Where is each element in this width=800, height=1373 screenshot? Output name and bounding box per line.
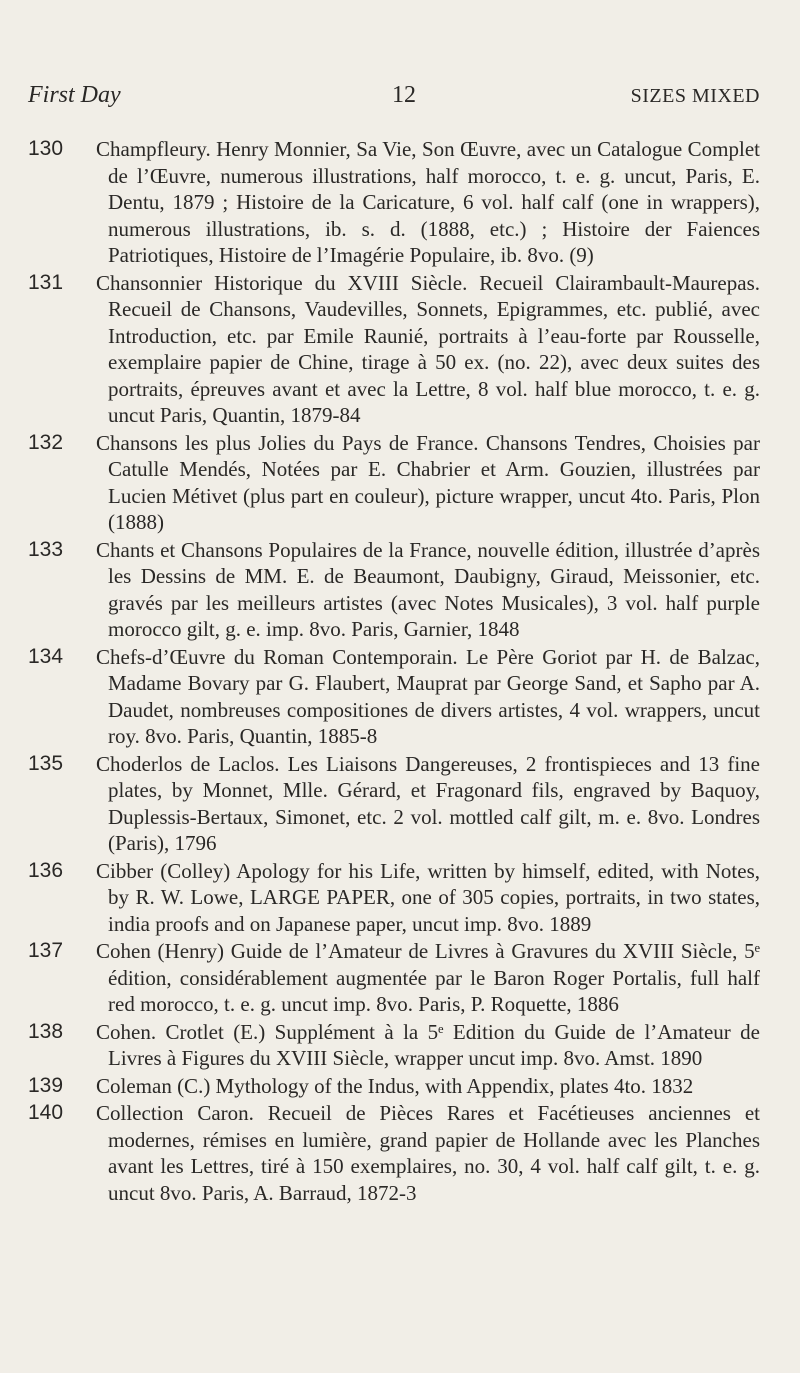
lot-entry bbox=[0, 1019, 800, 1072]
header-category: SIZES MIXED bbox=[630, 85, 760, 107]
lot-entry bbox=[0, 270, 800, 429]
lot-entry bbox=[0, 858, 800, 938]
lot-entry bbox=[0, 1100, 800, 1206]
lot-entry bbox=[0, 938, 800, 1018]
lot-description: Choderlos de Laclos. Les Liaisons Dangereuses, 2 frontispieces and 13 fine plates, by Monnet, Mlle. Gérard, et Fragonard fils, engraved by Baquoy, Duplessis-Bertaux, Simonet, etc. 2 vol. mottled calf gilt, m. e. 8vo. Londres (Paris), 1796 bbox=[96, 751, 760, 855]
lot-number: 134 bbox=[28, 644, 64, 668]
lot-entry bbox=[0, 644, 800, 750]
lot-description: Chansons les plus Jolies du Pays de France. Chansons Tendres, Choisies par Catulle Mendés, Notées par E. Chabrier et Arm. Gouzien, illustrées par Lucien Métivet (plus part en couleur), picture wrapper, uncut 4to. Paris, Plon (1888) bbox=[96, 430, 760, 534]
lot-entry bbox=[0, 537, 800, 643]
lot-description: Chefs-d’Œuvre du Roman Contemporain. Le Père Goriot par H. de Balzac, Madame Bovary par G. Flaubert, Mauprat par George Sand, et Sapho par A. Daudet, nombreuses compositiones de divers artistes, 4 vol. wrappers, uncut roy. 8vo. Paris, Quantin, 1885-8 bbox=[96, 644, 760, 748]
header-section-title: First Day bbox=[28, 82, 121, 108]
lot-number: 137 bbox=[28, 939, 64, 962]
lot-description: Collection Caron. Recueil de Pièces Rares et Facétieuses anciennes et modernes, rémises en lumière, grand papier de Hollande avec les Planches avant les Lettres, tiré à 150 exemplaires, no. 30, 4 vol. half calf gilt, t. e. g. uncut 8vo. Paris, A. Barraud, 1872-3 bbox=[96, 1101, 760, 1205]
lot-entry bbox=[0, 430, 800, 536]
lot-number: 132 bbox=[28, 430, 64, 454]
lot-number: 130 bbox=[28, 137, 64, 160]
lot-entry bbox=[0, 136, 800, 269]
lot-number: 133 bbox=[28, 537, 64, 561]
lot-description: Chants et Chansons Populaires de la France, nouvelle édition, illustrée d’après les Dessins de MM. E. de Beaumont, Daubigny, Giraud, Meissonier, etc. gravés par les meilleurs artistes (avec Notes Musicales), 3 vol. half purple morocco gilt, g. e. imp. 8vo. Paris, Garnier, 1848 bbox=[96, 537, 760, 641]
lot-number: 140 bbox=[28, 1101, 64, 1124]
lot-description: Coleman (C.) Mythology of the Indus, with Appendix, plates 4to. 1832 bbox=[96, 1073, 694, 1098]
lot-description: Cohen. Crotlet (E.) Supplément à la 5ᵉ Edition du Guide de l’Amateur de Livres à Figures du XVIII Siècle, wrapper uncut imp. 8vo. Amst. 1890 bbox=[96, 1019, 760, 1070]
lot-number: 135 bbox=[28, 751, 64, 775]
lot-number: 131 bbox=[28, 270, 64, 294]
lot-number: 138 bbox=[28, 1019, 64, 1043]
lot-entry bbox=[0, 751, 800, 857]
page-number: 12 bbox=[392, 82, 416, 108]
lot-description: Chansonnier Historique du XVIII Siècle. Recueil Clairambault-Maurepas. Recueil de Chansons, Vaudevilles, Sonnets, Epigrammes, etc. publié, avec Introduction, etc. par Emile Raunié, portraits à l’eau-forte par Rousselle, exemplaire papier de Chine, tirage à 50 ex. (no. 22), avec deux suites des portraits, épreuves avant et avec la Lettre, 8 vol. half blue morocco, t. e. g. uncut Paris, Quantin, 1879-84 bbox=[96, 270, 760, 427]
lot-description: Cohen (Henry) Guide de l’Amateur de Livres à Gravures du XVIII Siècle, 5ᵉ édition, considérablement augmentée par le Baron Roger Portalis, full half red morocco, t. e. g. uncut imp. 8vo. Paris, P. Roquette, 1886 bbox=[96, 939, 760, 1016]
lot-list bbox=[0, 136, 800, 1207]
lot-description: Champfleury. Henry Monnier, Sa Vie, Son Œuvre, avec un Catalogue Complet de l’Œuvre, numerous illustrations, half morocco, t. e. g. uncut, Paris, E. Dentu, 1879 ; Histoire de la Caricature, 6 vol. half calf (one in wrappers), numerous illustrations, ib. s. d. (1888, etc.) ; Histoire der Faiences Patriotiques, Histoire de l’Imagérie Populaire, ib. 8vo. (9) bbox=[96, 137, 760, 267]
lot-description: Cibber (Colley) Apology for his Life, written by himself, edited, with Notes, by R. W. Lowe, LARGE PAPER, one of 305 copies, portraits, in two states, india proofs and on Japanese paper, uncut imp. 8vo. 1889 bbox=[96, 858, 760, 936]
page-header bbox=[28, 82, 760, 112]
lot-entry bbox=[0, 1073, 800, 1100]
lot-number: 136 bbox=[28, 858, 64, 882]
lot-number: 139 bbox=[28, 1073, 64, 1097]
